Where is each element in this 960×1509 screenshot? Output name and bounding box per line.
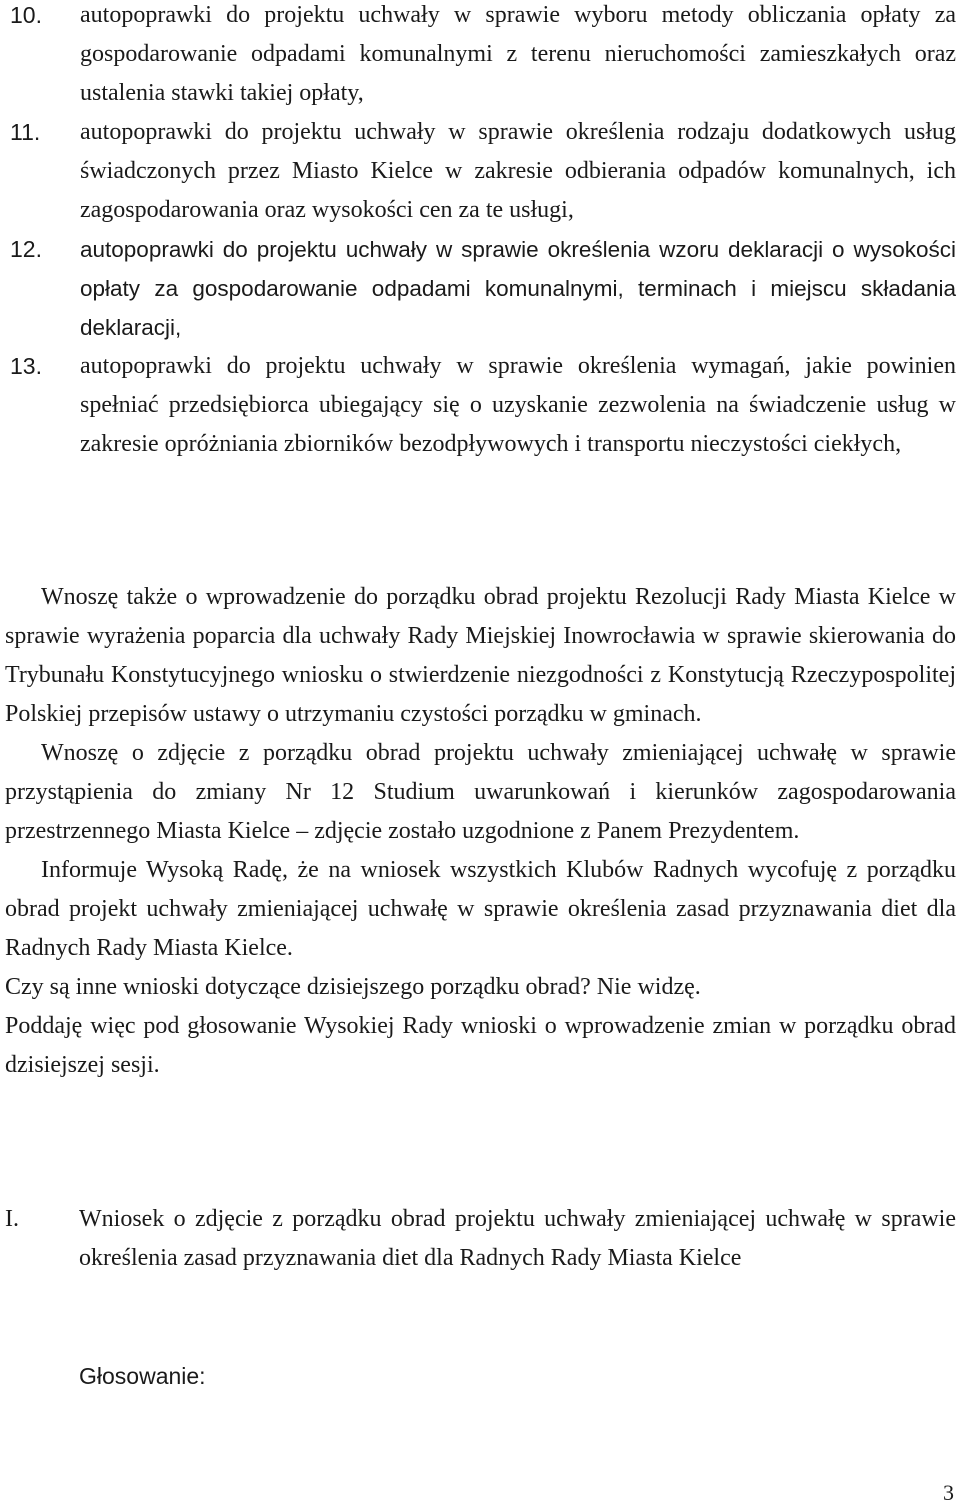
page-number: 3 [943,1480,954,1505]
voting-label: Głosowanie: [79,1363,206,1389]
paragraph-resolution-request: Wnoszę także o wprowadzenie do porządku obrad projektu Rezolucji Rady Miasta Kielce w sprawie wyrażenia poparcia dla uchwały Rady Miejskiej Inowrocławia w sprawie skierowania do Trybunału Konstytucyjnego wniosku o stwierdzenie niezgodności z Konstytucją Rzeczypospolitej Polskiej przepisów ustawy o utrzymaniu czystości porządku w gminach. [5,584,956,727]
body-text [5,578,956,1085]
list-item [10,0,956,113]
paragraph-removal-request: Wnoszę o zdjęcie z porządku obrad projektu uchwały zmieniającej uchwałę w sprawie przystąpienia do zmiany Nr 12 Studium uwarunkowań i kierunków zagospodarowania przestrzennego Miasta Kielce – zdjęcie zostało uzgodnione z Panem Prezydentem. [5,740,956,844]
paragraph-other-motions: Czy są inne wnioski dotyczące dzisiejszego porządku obrad? Nie widzę. [5,974,701,1000]
paragraph-withdrawal-info: Informuje Wysoką Radę, że na wniosek wszystkich Klubów Radnych wycofuję z porządku obrad projekt uchwały zmieniającej uchwałę w sprawie określenia zasad przyznawania diet dla Radnych Rady Miasta Kielce. [5,857,956,961]
list-item-number: 10. [10,2,42,28]
list-item-text: autopoprawki do projektu uchwały w sprawie określenia wzoru deklaracji o wysokości opłaty za gospodarowanie odpadami komunalnymi, terminach i miejscu składania deklaracji, [80,237,956,340]
list-item-number: 11. [10,119,41,145]
vote-item-number: I. [5,1206,19,1232]
paragraph-vote-call: Poddaję więc pod głosowanie Wysokiej Rady wnioski o wprowadzenie zmian w porządku obrad dzisiejszej sesji. [5,1013,956,1078]
amendments-list [10,0,956,464]
list-item-number: 13. [10,353,42,379]
vote-item [5,1200,956,1278]
list-item-text: autopoprawki do projektu uchwały w sprawie określenia rodzaju dodatkowych usług świadczonych przez Miasto Kielce w zakresie odbierania odpadów komunalnych, ich zagospodarowania oraz wysokości cen za te usługi, [80,119,956,223]
list-item-text: autopoprawki do projektu uchwały w sprawie wyboru metody obliczania opłaty za gospodarowanie odpadami komunalnymi z terenu nieruchomości zamieszkałych oraz ustalenia stawki takiej opłaty, [80,2,956,106]
list-item [10,230,956,347]
list-item [10,347,956,464]
list-item-number: 12. [10,236,42,262]
vote-item-text: Wniosek o zdjęcie z porządku obrad projektu uchwały zmieniającej uchwałę w sprawie określenia zasad przyznawania diet dla Radnych Rady Miasta Kielce [79,1206,956,1271]
list-item [10,113,956,230]
list-item-text: autopoprawki do projektu uchwały w sprawie określenia wymagań, jakie powinien spełniać przedsiębiorca ubiegający się o uzyskanie zezwolenia na świadczenie usług w zakresie opróżniania zbiorników bezodpływowych i transportu nieczystości ciekłych, [80,353,956,457]
